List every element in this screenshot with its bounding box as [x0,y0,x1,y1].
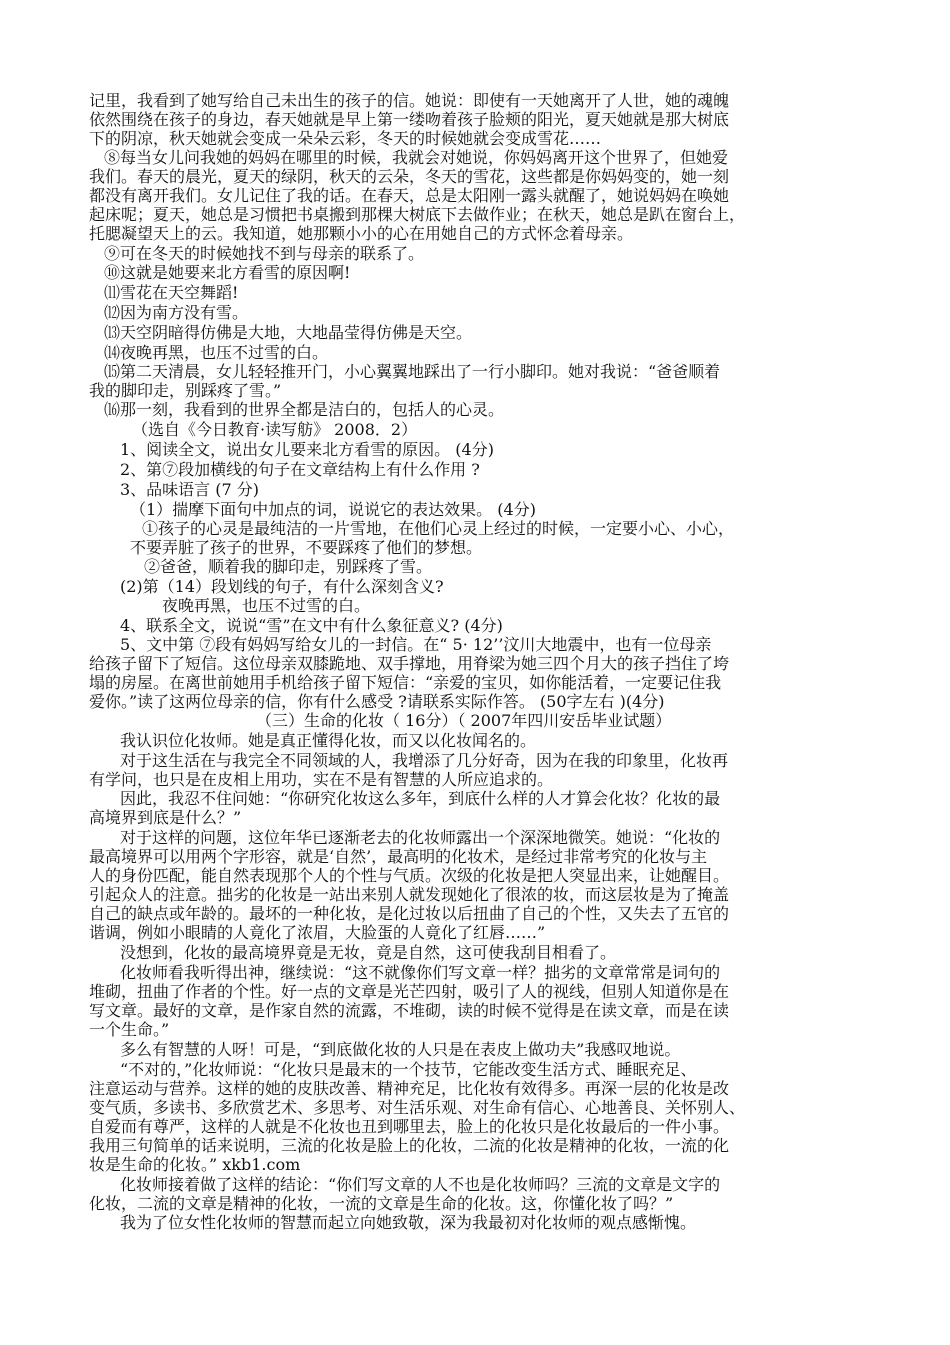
text-line: 爱你。”读了这两位母亲的信，你有什么感受 ?请联系实际作答。 (50字左右 )(4分) [89,692,665,711]
text-line: 都没有离开我们。女儿记住了我的话。在春天，总是太阳刚一露头就醒了，她说妈妈在唤她 [89,186,730,205]
text-line: 化妆师接着做了这样的结论：“你们写文章的人不也是化妆师吗？三流的文章是文字的 [120,1175,721,1194]
text-line: 我们。春天的晨光，夏天的绿阴，秋天的云朵，冬天的雪花，这些都是你妈妈变的，她一刻 [89,167,730,186]
text-line: 堆砌，扭曲了作者的个性。好一点的文章是光芒四射，吸引了人的视线，但别人知道你是在 [89,982,730,1001]
source-citation: （选自《今日教育·读写舫》 2008．2） [132,420,418,439]
text-line: 依然围绕在孩子的身边，春天她就是早上第一缕吻着孩子脸颊的阳光，夏天她就是那大树底 [89,110,730,129]
text-line: 夜晚再黑，也压不过雪的白。 [162,596,371,615]
text-line: ①孩子的心灵是最纯洁的一片雪地，在他们心灵上经过的时候，一定要小心、小心， [142,519,735,538]
text-line: ⑾雪花在天空舞蹈! [104,283,239,302]
text-line: 对于这生活在与我完全不同领域的人，我增添了几分好奇，因为在我的印象里，化妆再 [120,751,729,770]
text-line: ⒀天空阴暗得仿佛是大地，大地晶莹得仿佛是天空。 [104,323,473,342]
text-line: 不要弄脏了孩子的世界，不要踩疼了他们的梦想。 [130,538,483,557]
text-line: 对于这样的问题，这位年华已逐渐老去的化妆师露出一个深深地微笑。她说：“化妆的 [120,828,721,847]
text-line: ⑩这就是她要来北方看雪的原因啊! [104,263,351,282]
text-line: 我认识位化妆师。她是真正懂得化妆，而又以化妆闻名的。 [120,731,537,750]
text-line: 有学问，也只是在皮相上用功，实在不是有智慧的人所应追求的。 [89,770,554,789]
text-line: 起床呢；夏天，她总是习惯把书桌搬到那棵大树底下去做作业；在秋天，她总是趴在窗台上， [89,205,746,224]
text-line: 因此，我忍不住问她：“你研究化妆这么多年，到底什么样的人才算会化妆？化妆的最 [120,789,721,808]
text-line: 引起众人的注意。拙劣的化妆是一站出来别人就发现她化了很浓的妆，而这层妆是为了掩盖 [89,885,730,904]
text-line: 我的脚印走，别踩疼了雪。” [89,381,282,400]
question-4: 4、联系全文，说说“雪”在文中有什么象征意义? (4分) [120,616,503,635]
text-line: ⒃那一刻，我看到的世界全都是洁白的，包括人的心灵。 [104,400,505,419]
text-line: 变气质，多读书、多欣赏艺术、多思考、对生活乐观、对生命有信心、心地善良、关怀别人、 [89,1098,746,1117]
text-line: 托腮凝望天上的云。我知道，她那颗小小的心在用她自己的方式怀念着母亲。 [89,224,634,243]
text-line: 写文章。最好的文章，是作家自然的流露，不堆砌，读的时候不觉得是在读文章，而是在读 [89,1001,730,1020]
question-3-1: （1）揣摩下面句中加点的词，说说它的表达效果。 (4分) [130,500,536,519]
text-line: ⑨可在冬天的时候她找不到与母亲的联系了。 [104,244,425,263]
text-line: “不对的，”化妆师说：“化妆只是最末的一个技节，它能改变生活方式、睡眠充足、 [120,1060,697,1079]
text-line: 我为了位女性化妆师的智慧而起立向她致敬，深为我最初对化妆师的观点感惭愧。 [120,1213,697,1232]
text-line: 注意运动与营养。这样的她的皮肤改善、精神充足，比化妆有效得多。再深一层的化妆是改 [89,1079,730,1098]
question-3-2: (2)第（14）段划线的句子，有什么深刻含义? [120,577,444,596]
question-1: 1、阅读全文，说出女儿要来北方看雪的原因。 (4分) [120,440,494,459]
text-line: 多么有智慧的人呀！可是，“到底做化妆的人只是在表皮上做功夫”我感叹地说。 [120,1040,681,1059]
text-line: 化妆，二流的文章是精神的化妆，一流的文章是生命的化妆。这，你懂化妆了吗？” [89,1194,674,1213]
text-line: ⑿因为南方没有雪。 [104,303,249,322]
text-line: 化妆师看我听得出神，继续说：“这不就像你们写文章一样？拙劣的文章常常是词句的 [120,963,721,982]
text-line: 人的身份匹配，能自然表现那个人的个性与气质。次级的化妆是把人突显出来，让她醒目。 [89,866,730,885]
section-heading: （三）生命的化妆（ 16分）（ 2007年四川安岳毕业试题） [256,711,672,730]
question-3: 3、品味语言 (7 分) [120,480,260,499]
question-2: 2、第⑦段加横线的句子在文章结构上有什么作用 ? [120,460,480,479]
text-line: 一个生命。” [89,1020,170,1039]
text-line: 自己的缺点或年龄的。最坏的一种化妆，是化过妆以后扭曲了自己的个性，又失去了五官的 [89,904,730,923]
text-line: ⒁夜晚再黑，也压不过雪的白。 [104,343,329,362]
text-line: 给孩子留下了短信。这位母亲双膝跪地、双手撑地，用脊梁为她三四个月大的孩子挡住了垮 [89,654,730,673]
text-line: 谐调，例如小眼睛的人竟化了浓眉，大脸蛋的人竟化了红唇……” [89,923,546,942]
text-line: 最高境界可以用两个字形容，就是‘自然’，最高明的化妆术，是经过非常考究的化妆与主 [89,847,708,866]
text-line: 下的阴凉，秋天她就会变成一朵朵云彩，冬天的时候她就会变成雪花…… [89,129,602,148]
text-line: ⒂第二天清晨，女儿轻轻推开门，小心翼翼地踩出了一行小脚印。她对我说：“爸爸顺着 [104,362,721,381]
question-5: 5、文中第 ⑦段有妈妈写给女儿的一封信。在“ 5· 12’’汶川大地震中，也有一位母亲 [120,635,712,654]
text-line: 自爱而有尊严，这样的人就是不化妆也丑到哪里去，脸上的化妆只是化妆最后的一件小事。 [89,1117,730,1136]
text-line: 妆是生命的化妆。” xkb1.com [89,1155,301,1174]
text-line: 我用三句简单的话来说明，三流的化妆是脸上的化妆，二流的化妆是精神的化妆，一流的化 [89,1136,730,1155]
text-line: 塌的房屋。在离世前她用手机给孩子留下短信：“亲爱的宝贝，如你能活着，一定要记住我 [89,673,722,692]
text-line: ⑧每当女儿问我她的妈妈在哪里的时候，我就会对她说，你妈妈离开这个世界了，但她爱 [104,148,729,167]
text-line: 没想到，化妆的最高境界竟是无妆，竟是自然，这可使我刮目相看了。 [120,943,617,962]
text-line: 高境界到底是什么？” [89,808,242,827]
text-line: 记里，我看到了她写给自己未出生的孩子的信。她说：即使有一天她离开了人世，她的魂魄 [89,91,730,110]
text-line: ②爸爸，顺着我的脚印走，别踩疼了雪。 [144,557,433,576]
